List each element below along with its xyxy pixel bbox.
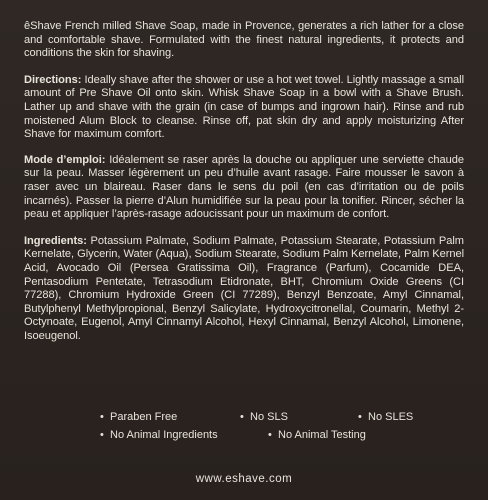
website-url: www.eshave.com [195,473,293,485]
ingredients-label: Ingredients: [24,234,87,247]
ingredients-paragraph [24,235,464,344]
bullet-icon: • [100,411,104,423]
feature-no-animal-testing: • No Animal Testing [268,429,366,441]
mode-emploi-text: Idéalement se raser après la douche ou appliquer une serviette chaude sur la peau. Masser légèrement un peu d’huile avant rasage. Faire mousser le savon à raser avec un blaireau. Raser dans le sens du poil (en cas d’irritation ou de poils incarnés). Passer la pierre d’Alun humidifiée sur la peau pour la tonifier. Rincer, sécher la peau et appliquer l’après-rasage adoucissant pour un maximum de confort. [24,153,464,221]
feature-paraben-free: • Paraben Free [100,411,178,423]
feature-no-sls: • No SLS [240,411,288,423]
directions-paragraph [24,74,464,142]
mode-emploi-label: Mode d’emploi: [24,153,106,166]
intro-paragraph: êShave French milled Shave Soap, made in Provence, generates a rich lather for a close and comfortable shave. Formulated with the finest natural ingredients, it protects and conditions the skin for shaving. [24,20,464,60]
mode-emploi-paragraph [24,154,464,222]
feature-row-1 [0,411,488,429]
bullet-icon: • [358,411,362,423]
bullet-icon: • [268,429,272,441]
feature-list [0,411,488,447]
directions-label: Directions: [24,73,82,86]
directions-text: Ideally shave after the shower or use a hot wet towel. Lightly massage a small amount of Pre Shave Oil onto skin. Whisk Shave Soap in a bowl with a Shave Brush. Lather up and shave with the grain (in case of bumps and ingrown hair). Rinse and rub moistened Alum Block to cleanse. Rinse off, pat skin dry and apply moisturizing After Shave for maximum comfort. [24,73,464,141]
feature-row-2 [0,429,488,447]
ingredients-text: Potassium Palmate, Sodium Palmate, Potassium Stearate, Potassium Palm Kernelate, Glycerin, Water (Aqua), Sodium Stearate, Sodium Palm Kernelate, Palm Kernel Acid, Avocado Oil (Persea Gratissima Oil), Fragrance (Parfum), Cocamide DEA, Pentasodium Pentetate, Tetrasodium Etidronate, BHT, Chromium Oxide Greens (CI 77288), Chromium Hydroxide Green (CI 77289), Benzyl Benzoate, Amyl Cinnamal, Butylphenyl Methylpropional, Benzyl Salicylate, Hydroxycitronellal, Coumarin, Methyl 2-Octynoate, Eugenol, Amyl Cinnamyl Alcohol, Hexyl Cinnamal, Benzyl Alcohol, Limonene, Isoeugenol. [24,234,464,342]
bullet-icon: • [240,411,244,423]
feature-no-animal-ingredients: • No Animal Ingredients [100,429,218,441]
feature-no-sles: • No SLES [358,411,414,423]
bullet-icon: • [100,429,104,441]
